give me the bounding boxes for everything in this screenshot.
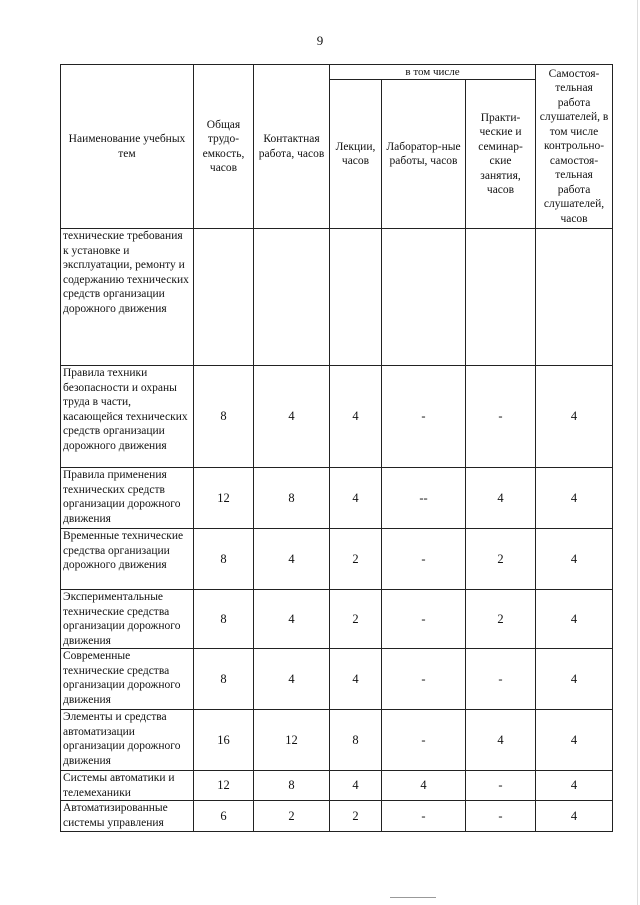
practical-hours: 4 xyxy=(466,710,536,771)
table-row xyxy=(61,801,613,832)
self-study-hours: 4 xyxy=(536,771,613,801)
contact-hours: 4 xyxy=(254,529,330,590)
lab-hours: 4 xyxy=(382,771,466,801)
practical-hours: 2 xyxy=(466,529,536,590)
lab-hours: - xyxy=(382,649,466,710)
total-hours: 16 xyxy=(194,710,254,771)
practical-hours: - xyxy=(466,771,536,801)
header-lectures: Лекции, часов xyxy=(330,80,382,229)
topic-name: технические требования к установке и эксплуатации, ремонту и содержанию технических средств организации дорожного движения xyxy=(61,229,194,366)
table-row xyxy=(61,529,613,590)
header-lab-work: Лаборатор-ные работы, часов xyxy=(382,80,466,229)
page-number: 9 xyxy=(316,33,324,48)
lab-hours: - xyxy=(382,801,466,832)
lab-hours: - xyxy=(382,590,466,649)
lab-hours xyxy=(382,229,466,366)
table-header xyxy=(61,65,613,229)
contact-hours: 4 xyxy=(254,366,330,468)
contact-hours: 2 xyxy=(254,801,330,832)
practical-hours: 2 xyxy=(466,590,536,649)
header-contact-hours: Контактная работа, часов xyxy=(254,65,330,229)
practical-hours: - xyxy=(466,649,536,710)
topic-name: Современные технические средства организации дорожного движения xyxy=(61,649,194,710)
contact-hours: 4 xyxy=(254,649,330,710)
self-study-hours: 4 xyxy=(536,590,613,649)
contact-hours: 4 xyxy=(254,590,330,649)
lab-hours: - xyxy=(382,366,466,468)
total-hours: 12 xyxy=(194,771,254,801)
practical-hours: 4 xyxy=(466,468,536,529)
total-hours: 8 xyxy=(194,529,254,590)
lecture-hours: 4 xyxy=(330,649,382,710)
lecture-hours: 4 xyxy=(330,771,382,801)
header-including: в том числе xyxy=(330,65,536,80)
total-hours: 8 xyxy=(194,649,254,710)
self-study-hours: 4 xyxy=(536,366,613,468)
self-study-hours: 4 xyxy=(536,710,613,771)
lecture-hours: 4 xyxy=(330,468,382,529)
practical-hours: - xyxy=(466,366,536,468)
practical-hours: - xyxy=(466,801,536,832)
table-row xyxy=(61,366,613,468)
header-total-hours: Общая трудо-емкость, часов xyxy=(194,65,254,229)
contact-hours xyxy=(254,229,330,366)
contact-hours: 8 xyxy=(254,468,330,529)
lecture-hours: 4 xyxy=(330,366,382,468)
lab-hours: - xyxy=(382,710,466,771)
self-study-hours: 4 xyxy=(536,649,613,710)
self-study-hours: 4 xyxy=(536,801,613,832)
header-self-study: Самостоя-тельная работа слушателей, в том числе контрольно-самостоя-тельная работа слушателей, часов xyxy=(536,65,613,229)
total-hours: 6 xyxy=(194,801,254,832)
self-study-hours: 4 xyxy=(536,468,613,529)
total-hours: 8 xyxy=(194,366,254,468)
lab-hours: - xyxy=(382,529,466,590)
table-row xyxy=(61,771,613,801)
contact-hours: 12 xyxy=(254,710,330,771)
lecture-hours xyxy=(330,229,382,366)
table-row xyxy=(61,229,613,366)
table-row xyxy=(61,590,613,649)
header-topic-name: Наименование учебных тем xyxy=(61,65,194,229)
topic-name: Системы автоматики и телемеханики xyxy=(61,771,194,801)
self-study-hours xyxy=(536,229,613,366)
lecture-hours: 2 xyxy=(330,529,382,590)
lecture-hours: 2 xyxy=(330,590,382,649)
contact-hours: 8 xyxy=(254,771,330,801)
table-row xyxy=(61,710,613,771)
lecture-hours: 2 xyxy=(330,801,382,832)
table-row xyxy=(61,468,613,529)
practical-hours xyxy=(466,229,536,366)
total-hours: 12 xyxy=(194,468,254,529)
total-hours xyxy=(194,229,254,366)
scan-edge-line xyxy=(637,0,638,905)
topic-name: Правила применения технических средств организации дорожного движения xyxy=(61,468,194,529)
topic-name: Временные технические средства организации дорожного движения xyxy=(61,529,194,590)
table-row xyxy=(61,649,613,710)
curriculum-table xyxy=(60,64,613,832)
topic-name: Экспериментальные технические средства организации дорожного движения xyxy=(61,590,194,649)
self-study-hours: 4 xyxy=(536,529,613,590)
scan-artifact-line xyxy=(390,897,436,898)
topic-name: Автоматизированные системы управления xyxy=(61,801,194,832)
topic-name: Правила техники безопасности и охраны труда в части, касающейся технических средств организации дорожного движения xyxy=(61,366,194,468)
lab-hours: -- xyxy=(382,468,466,529)
total-hours: 8 xyxy=(194,590,254,649)
lecture-hours: 8 xyxy=(330,710,382,771)
topic-name: Элементы и средства автоматизации организации дорожного движения xyxy=(61,710,194,771)
header-practical: Практи-ческие и семинар-ские занятия, часов xyxy=(466,80,536,229)
